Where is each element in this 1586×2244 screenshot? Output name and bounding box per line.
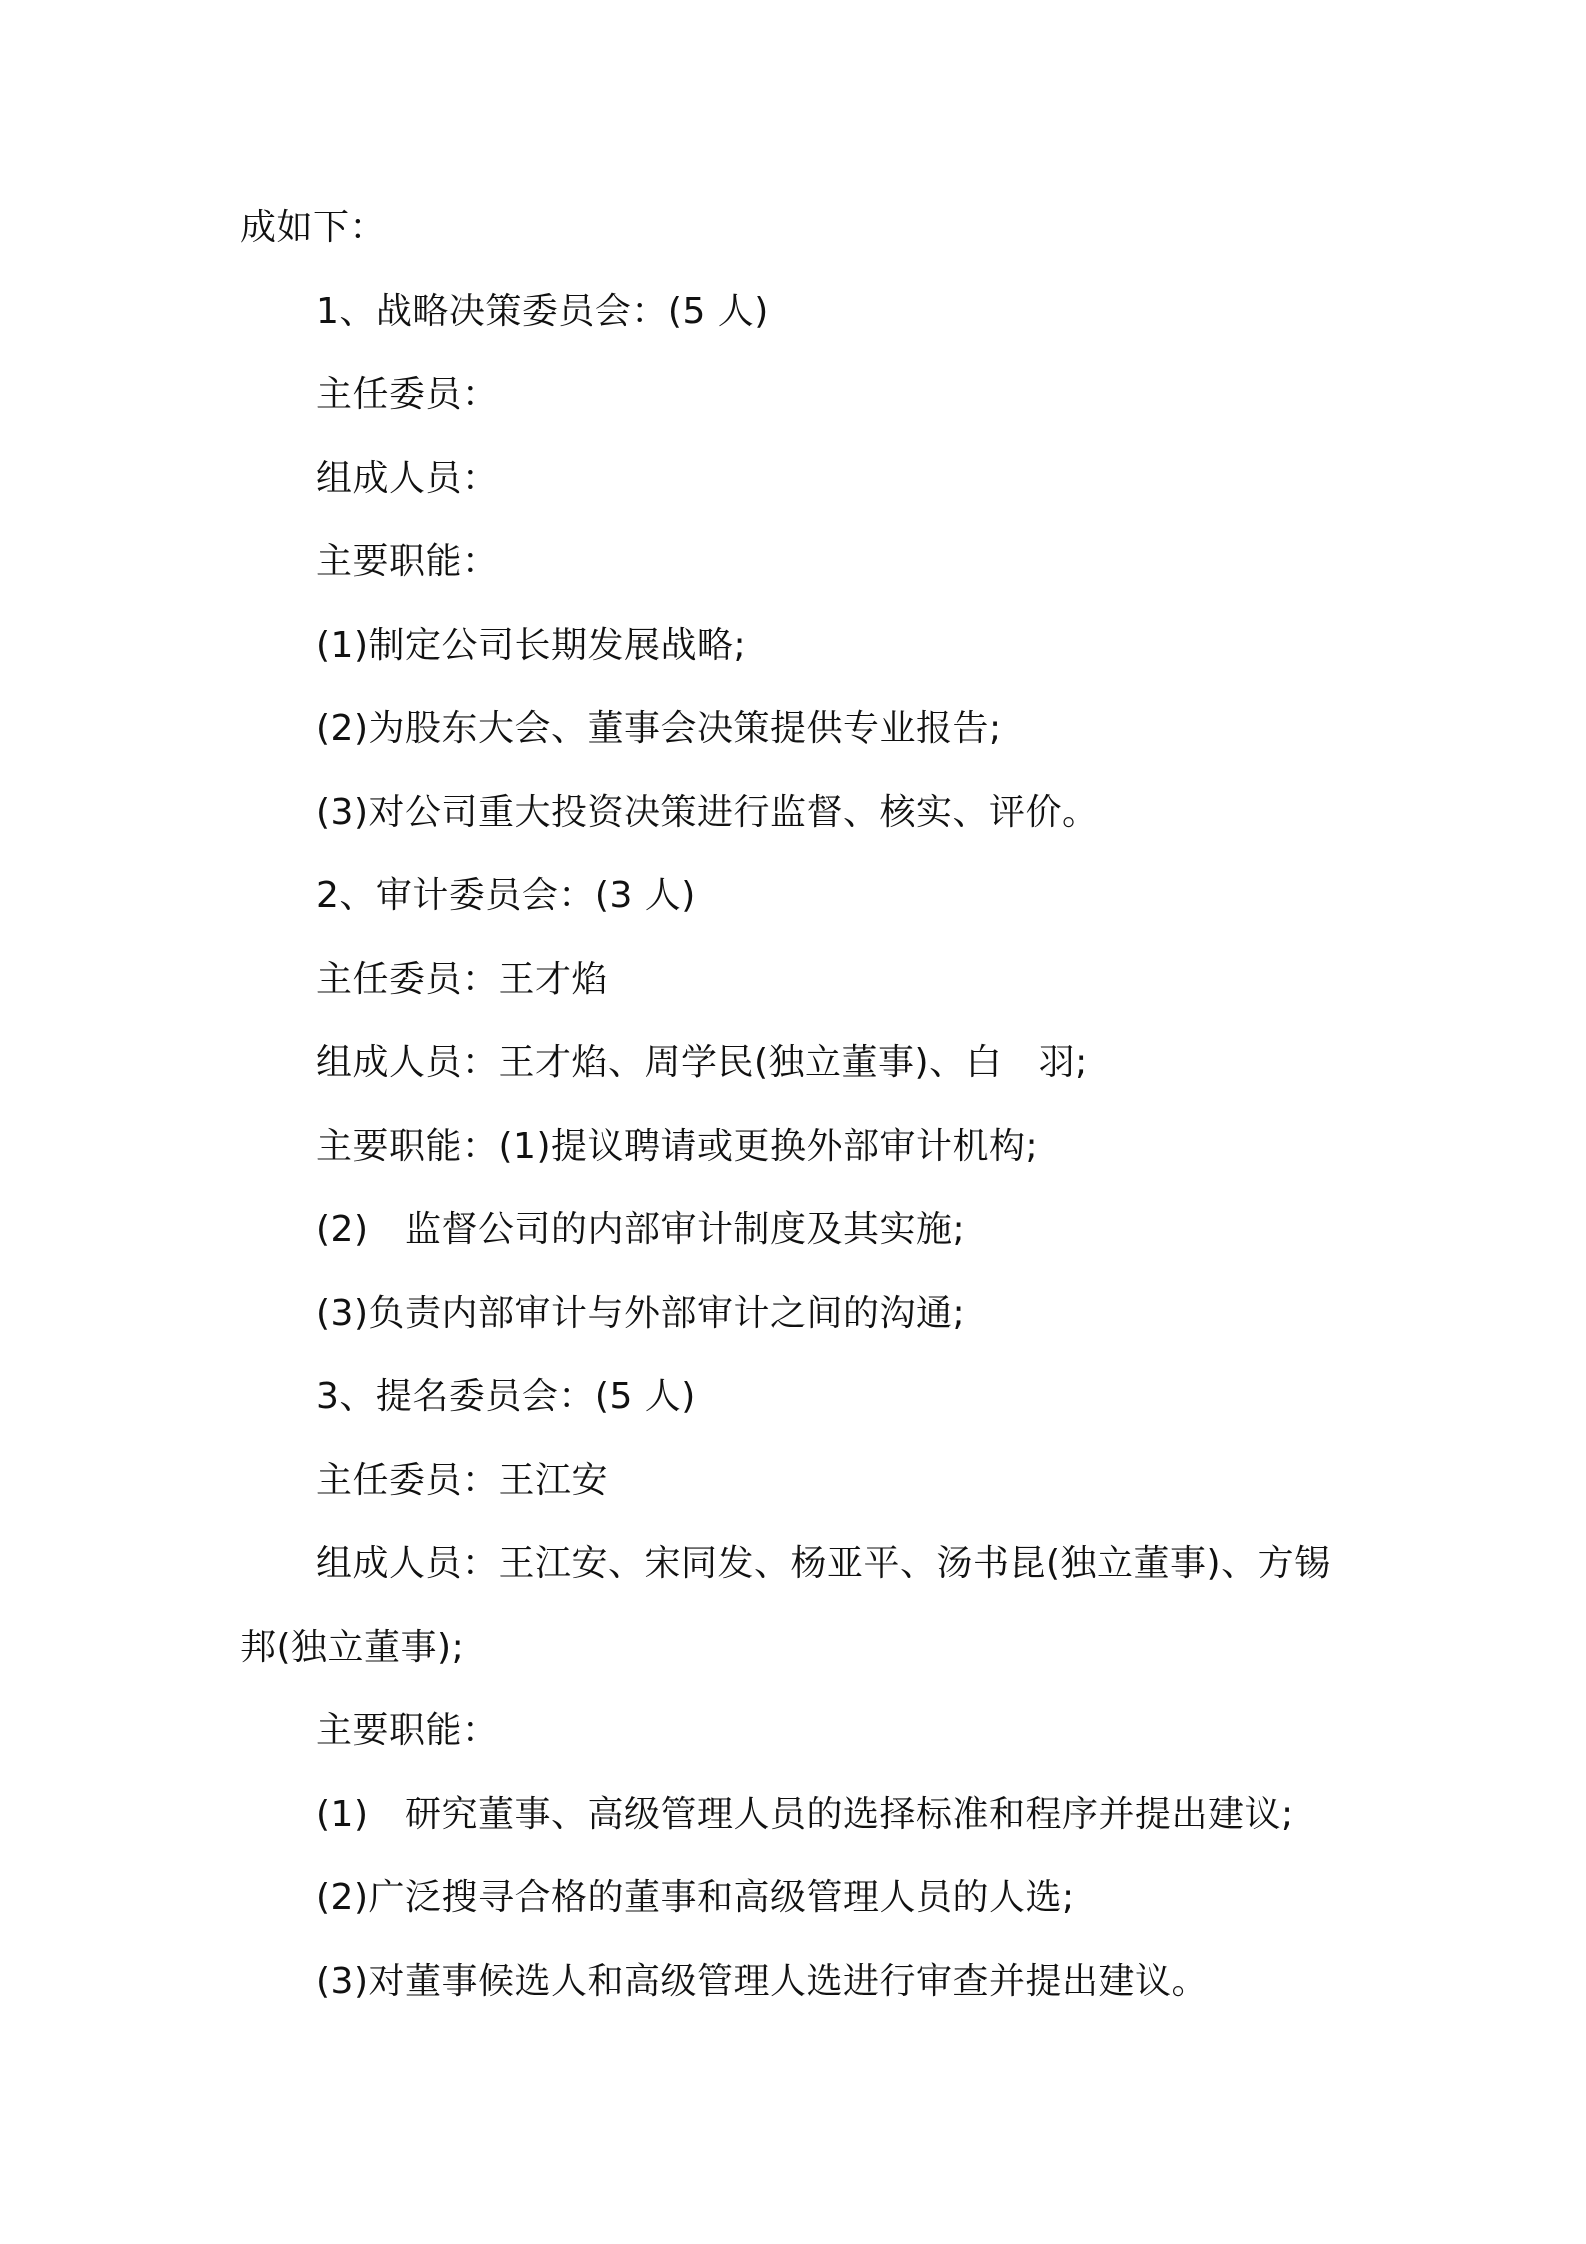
function-item: (1)制定公司长期发展战略;	[316, 625, 747, 666]
members-line-continued: 邦(独立董事);	[240, 1627, 465, 1668]
functions-heading: 主要职能：	[316, 1710, 499, 1751]
section-heading-strategy: 1、战略决策委员会：(5 人)	[316, 291, 769, 332]
chair-line: 主任委员：王江安	[316, 1460, 609, 1501]
function-item: (2) 监督公司的内部审计制度及其实施;	[316, 1209, 966, 1250]
members-line: 组成人员：王江安、宋同发、杨亚平、汤书昆(独立董事)、方锡	[316, 1543, 1331, 1584]
section-heading-audit: 2、审计委员会：(3 人)	[316, 875, 696, 916]
continuation-line: 成如下：	[240, 207, 387, 248]
section-heading-nomination: 3、提名委员会：(5 人)	[316, 1376, 696, 1417]
members-line: 组成人员：	[316, 458, 499, 499]
function-item: (1) 研究董事、高级管理人员的选择标准和程序并提出建议;	[316, 1794, 1294, 1835]
chair-line: 主任委员：王才焰	[316, 959, 609, 1000]
function-item: (2)为股东大会、董事会决策提供专业报告;	[316, 708, 1002, 749]
chair-line: 主任委员：	[316, 374, 499, 415]
functions-heading: 主要职能：	[316, 541, 499, 582]
function-item: (3)对公司重大投资决策进行监督、核实、评价。	[316, 792, 1099, 833]
function-item: (2)广泛搜寻合格的董事和高级管理人员的人选;	[316, 1877, 1075, 1918]
members-line: 组成人员：王才焰、周学民(独立董事)、白 羽;	[316, 1042, 1088, 1083]
function-item: (3)对董事候选人和高级管理人选进行审查并提出建议。	[316, 1961, 1208, 2002]
functions-heading: 主要职能：(1)提议聘请或更换外部审计机构;	[316, 1126, 1039, 1167]
function-item: (3)负责内部审计与外部审计之间的沟通;	[316, 1293, 966, 1334]
